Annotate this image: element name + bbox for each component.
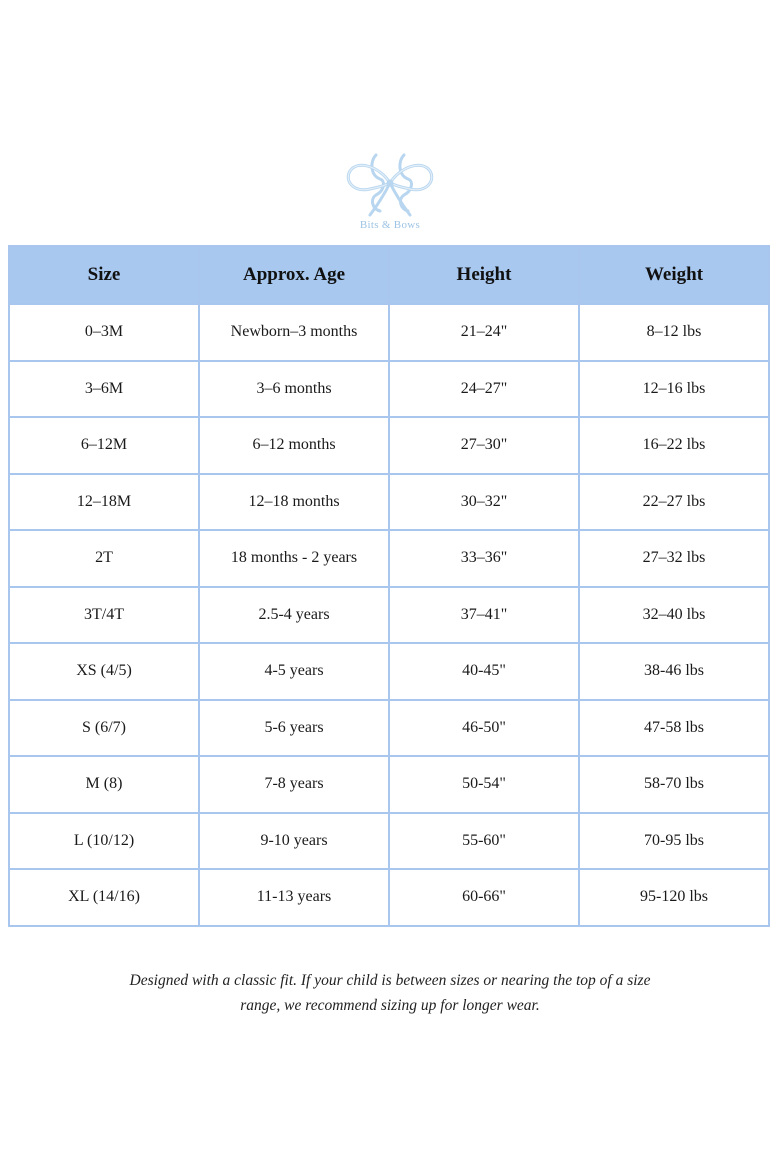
monogram-bow-logo-icon [340,145,440,221]
cell-size: 2T [9,530,199,587]
cell-weight: 16–22 lbs [579,417,769,474]
table-row [9,361,769,418]
brand-logo [0,145,780,231]
brand-name: Bits & Bows [359,219,421,231]
cell-age: 11-13 years [199,869,389,926]
cell-height: 46-50" [389,700,579,757]
table-row [9,417,769,474]
column-header-age: Approx. Age [199,246,389,304]
table-row [9,813,769,870]
size-chart-table [8,245,770,927]
cell-age: 3–6 months [199,361,389,418]
table-row [9,756,769,813]
cell-height: 55-60" [389,813,579,870]
cell-weight: 8–12 lbs [579,304,769,361]
header-row [9,246,769,304]
cell-size: 0–3M [9,304,199,361]
cell-size: S (6/7) [9,700,199,757]
cell-height: 40-45" [389,643,579,700]
cell-size: 6–12M [9,417,199,474]
cell-age: 6–12 months [199,417,389,474]
cell-weight: 95-120 lbs [579,869,769,926]
table-row [9,530,769,587]
cell-weight: 32–40 lbs [579,587,769,644]
cell-weight: 47-58 lbs [579,700,769,757]
column-header-size: Size [9,246,199,304]
fit-note [0,968,780,1018]
cell-height: 37–41" [389,587,579,644]
cell-height: 30–32" [389,474,579,531]
cell-height: 60-66" [389,869,579,926]
fit-note-line-2: range, we recommend sizing up for longer wear. [240,997,540,1014]
table-header [9,246,769,304]
cell-age: 7-8 years [199,756,389,813]
cell-height: 50-54" [389,756,579,813]
cell-age: 4-5 years [199,643,389,700]
cell-age: Newborn–3 months [199,304,389,361]
cell-age: 18 months - 2 years [199,530,389,587]
cell-weight: 22–27 lbs [579,474,769,531]
cell-size: XL (14/16) [9,869,199,926]
cell-weight: 58-70 lbs [579,756,769,813]
cell-weight: 38-46 lbs [579,643,769,700]
cell-age: 5-6 years [199,700,389,757]
cell-age: 12–18 months [199,474,389,531]
column-header-weight: Weight [579,246,769,304]
cell-height: 21–24" [389,304,579,361]
table-row [9,587,769,644]
cell-weight: 70-95 lbs [579,813,769,870]
table-row [9,474,769,531]
cell-size: M (8) [9,756,199,813]
table-row [9,643,769,700]
table-body [9,304,769,926]
column-header-height: Height [389,246,579,304]
cell-height: 27–30" [389,417,579,474]
cell-size: XS (4/5) [9,643,199,700]
cell-size: 3T/4T [9,587,199,644]
table-row [9,700,769,757]
cell-weight: 12–16 lbs [579,361,769,418]
cell-height: 24–27" [389,361,579,418]
cell-size: 12–18M [9,474,199,531]
fit-note-line-1: Designed with a classic fit. If your child is between sizes or nearing the top of a size [129,972,651,989]
cell-age: 9-10 years [199,813,389,870]
cell-height: 33–36" [389,530,579,587]
table-row [9,304,769,361]
table-row [9,869,769,926]
cell-size: L (10/12) [9,813,199,870]
cell-size: 3–6M [9,361,199,418]
cell-weight: 27–32 lbs [579,530,769,587]
cell-age: 2.5-4 years [199,587,389,644]
